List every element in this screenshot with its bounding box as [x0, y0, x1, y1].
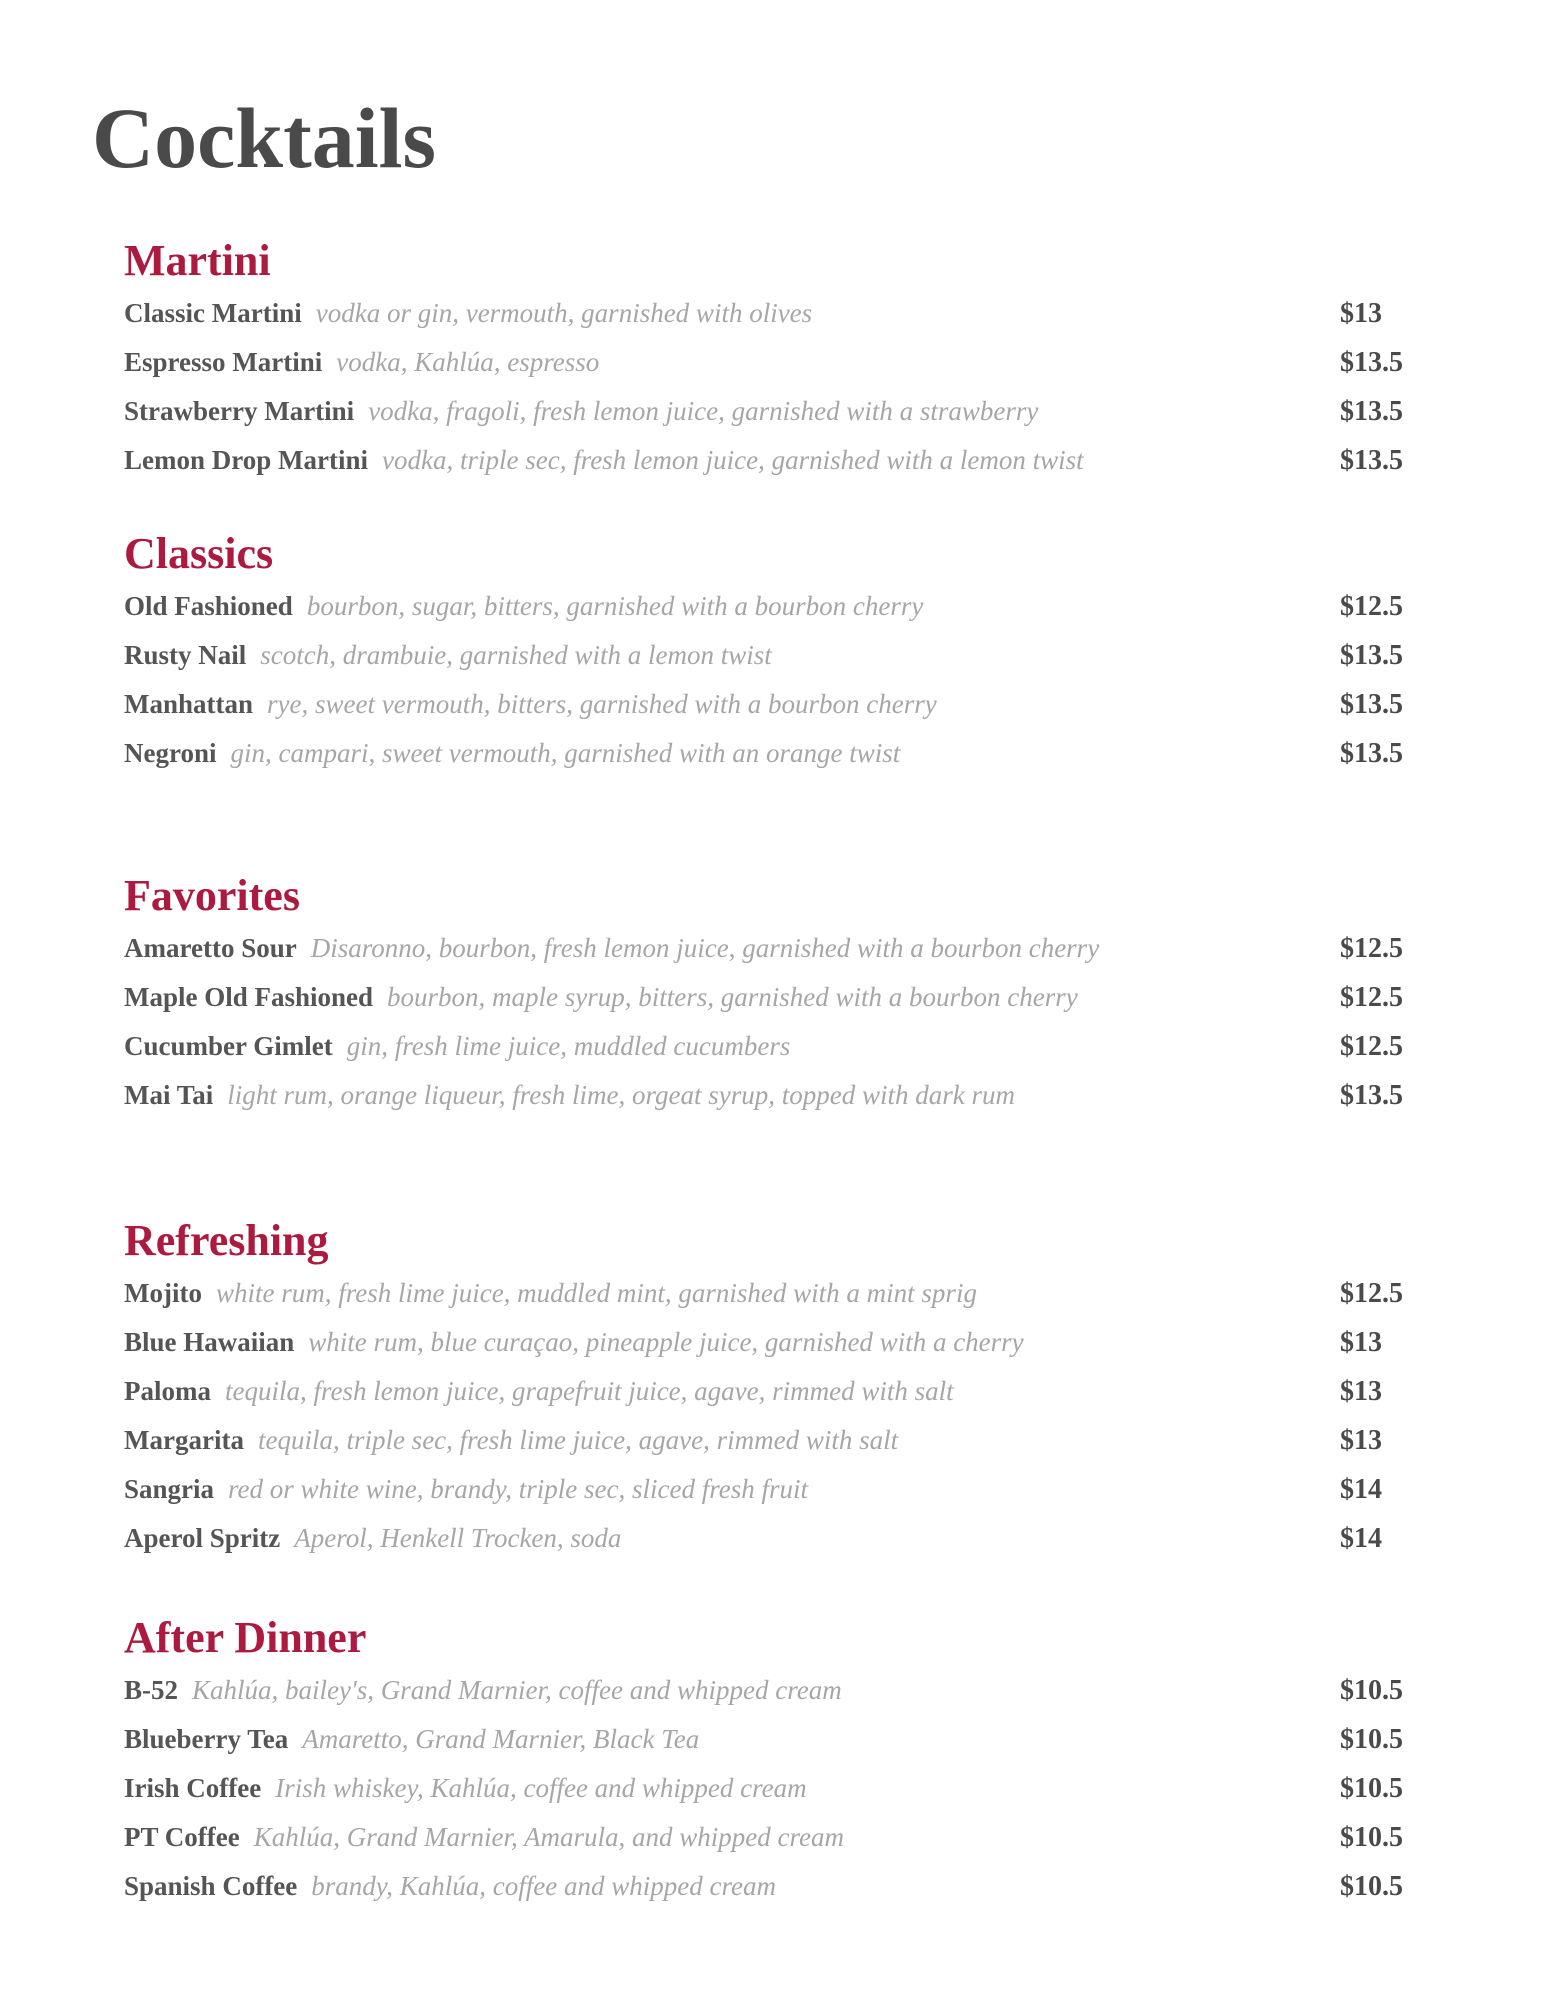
- item-name: Negroni: [124, 738, 217, 769]
- menu-item: [124, 640, 1424, 689]
- item-price: $13.5: [1340, 445, 1403, 477]
- item-price: $13: [1340, 1425, 1382, 1457]
- item-description: light rum, orange liqueur, fresh lime, orgeat syrup, topped with dark rum: [227, 1080, 1016, 1111]
- item-price: $12.5: [1340, 933, 1403, 965]
- item-description: red or white wine, brandy, triple sec, sliced fresh fruit: [228, 1474, 808, 1505]
- section-title: Martini: [124, 236, 271, 285]
- item-price: $10.5: [1340, 1724, 1403, 1756]
- item-name: Paloma: [124, 1376, 211, 1407]
- menu-item: [124, 591, 1424, 640]
- item-name: Amaretto Sour: [124, 933, 297, 964]
- menu-item: [124, 1376, 1424, 1425]
- section-martini: [124, 238, 1424, 494]
- item-description: tequila, fresh lemon juice, grapefruit juice, agave, rimmed with salt: [225, 1376, 954, 1407]
- menu-item: [124, 1278, 1424, 1327]
- item-price: $13.5: [1340, 1080, 1403, 1112]
- menu-item: [124, 1773, 1424, 1822]
- item-description: vodka, Kahlúa, espresso: [336, 347, 600, 378]
- item-name: Aperol Spritz: [124, 1523, 281, 1554]
- menu-item: [124, 396, 1424, 445]
- item-description: white rum, fresh lime juice, muddled mint, garnished with a mint sprig: [215, 1278, 977, 1309]
- item-price: $13.5: [1340, 738, 1403, 770]
- item-name: Blue Hawaiian: [124, 1327, 295, 1358]
- menu-item: [124, 1822, 1424, 1871]
- item-description: rye, sweet vermouth, bitters, garnished with a bourbon cherry: [267, 689, 937, 720]
- item-description: gin, fresh lime juice, muddled cucumbers: [346, 1031, 791, 1062]
- menu-item: [124, 1871, 1424, 1920]
- item-description: scotch, drambuie, garnished with a lemon twist: [260, 640, 772, 671]
- item-price: $13: [1340, 298, 1382, 330]
- item-name: Spanish Coffee: [124, 1871, 298, 1902]
- section-title: After Dinner: [124, 1613, 367, 1662]
- menu-item: [124, 689, 1424, 738]
- item-description: tequila, triple sec, fresh lime juice, agave, rimmed with salt: [257, 1425, 899, 1456]
- section-title: Refreshing: [124, 1216, 329, 1265]
- item-description: white rum, blue curaçao, pineapple juice, garnished with a cherry: [308, 1327, 1024, 1358]
- item-price: $13.5: [1340, 396, 1403, 428]
- item-price: $14: [1340, 1474, 1382, 1506]
- section-title: Favorites: [124, 871, 300, 920]
- item-name: Old Fashioned: [124, 591, 293, 622]
- item-price: $12.5: [1340, 982, 1403, 1014]
- menu-item: [124, 738, 1424, 787]
- item-price: $10.5: [1340, 1675, 1403, 1707]
- item-price: $13: [1340, 1376, 1382, 1408]
- item-name: Maple Old Fashioned: [124, 982, 374, 1013]
- section-favorites: [124, 873, 1424, 1129]
- menu-item: [124, 1675, 1424, 1724]
- item-description: vodka or gin, vermouth, garnished with olives: [315, 298, 813, 329]
- item-name: Espresso Martini: [124, 347, 323, 378]
- item-description: Aperol, Henkell Trocken, soda: [294, 1523, 622, 1554]
- item-price: $13.5: [1340, 347, 1403, 379]
- menu-item: [124, 445, 1424, 494]
- item-price: $12.5: [1340, 1031, 1403, 1063]
- item-price: $12.5: [1340, 591, 1403, 623]
- item-price: $13.5: [1340, 640, 1403, 672]
- item-description: vodka, triple sec, fresh lemon juice, garnished with a lemon twist: [382, 445, 1084, 476]
- item-description: Kahlúa, bailey's, Grand Marnier, coffee and whipped cream: [192, 1675, 842, 1706]
- section-refreshing: [124, 1218, 1424, 1572]
- item-name: Manhattan: [124, 689, 254, 720]
- item-name: Lemon Drop Martini: [124, 445, 368, 476]
- item-description: Amaretto, Grand Marnier, Black Tea: [302, 1724, 700, 1755]
- menu-item: [124, 298, 1424, 347]
- section-title: Classics: [124, 529, 274, 578]
- menu-item: [124, 1080, 1424, 1129]
- item-name: Mojito: [124, 1278, 202, 1309]
- item-price: $13: [1340, 1327, 1382, 1359]
- item-description: Irish whiskey, Kahlúa, coffee and whipped cream: [275, 1773, 807, 1804]
- item-name: PT Coffee: [124, 1822, 240, 1853]
- menu-item: [124, 1523, 1424, 1572]
- menu-item: [124, 1031, 1424, 1080]
- item-description: bourbon, maple syrup, bitters, garnished with a bourbon cherry: [387, 982, 1078, 1013]
- item-description: brandy, Kahlúa, coffee and whipped cream: [311, 1871, 776, 1902]
- menu-item: [124, 982, 1424, 1031]
- section-classics: [124, 531, 1424, 787]
- item-description: Kahlúa, Grand Marnier, Amarula, and whipped cream: [253, 1822, 844, 1853]
- item-price: $10.5: [1340, 1871, 1403, 1903]
- item-price: $12.5: [1340, 1278, 1403, 1310]
- item-name: Margarita: [124, 1425, 244, 1456]
- menu-item: [124, 933, 1424, 982]
- item-name: Strawberry Martini: [124, 396, 355, 427]
- item-price: $10.5: [1340, 1773, 1403, 1805]
- item-name: B-52: [124, 1675, 178, 1706]
- item-description: Disaronno, bourbon, fresh lemon juice, garnished with a bourbon cherry: [310, 933, 1100, 964]
- item-description: gin, campari, sweet vermouth, garnished with an orange twist: [230, 738, 901, 769]
- menu-item: [124, 347, 1424, 396]
- menu-item: [124, 1327, 1424, 1376]
- menu-item: [124, 1724, 1424, 1773]
- item-name: Cucumber Gimlet: [124, 1031, 333, 1062]
- item-name: Blueberry Tea: [124, 1724, 289, 1755]
- item-description: vodka, fragoli, fresh lemon juice, garnished with a strawberry: [368, 396, 1039, 427]
- menu-item: [124, 1425, 1424, 1474]
- section-after-dinner: [124, 1615, 1424, 1920]
- item-price: $10.5: [1340, 1822, 1403, 1854]
- item-price: $14: [1340, 1523, 1382, 1555]
- item-name: Classic Martini: [124, 298, 302, 329]
- item-description: bourbon, sugar, bitters, garnished with a bourbon cherry: [306, 591, 924, 622]
- page-title: Cocktails: [92, 90, 436, 186]
- item-name: Irish Coffee: [124, 1773, 262, 1804]
- item-name: Sangria: [124, 1474, 215, 1505]
- item-name: Mai Tai: [124, 1080, 214, 1111]
- item-name: Rusty Nail: [124, 640, 247, 671]
- menu-item: [124, 1474, 1424, 1523]
- item-price: $13.5: [1340, 689, 1403, 721]
